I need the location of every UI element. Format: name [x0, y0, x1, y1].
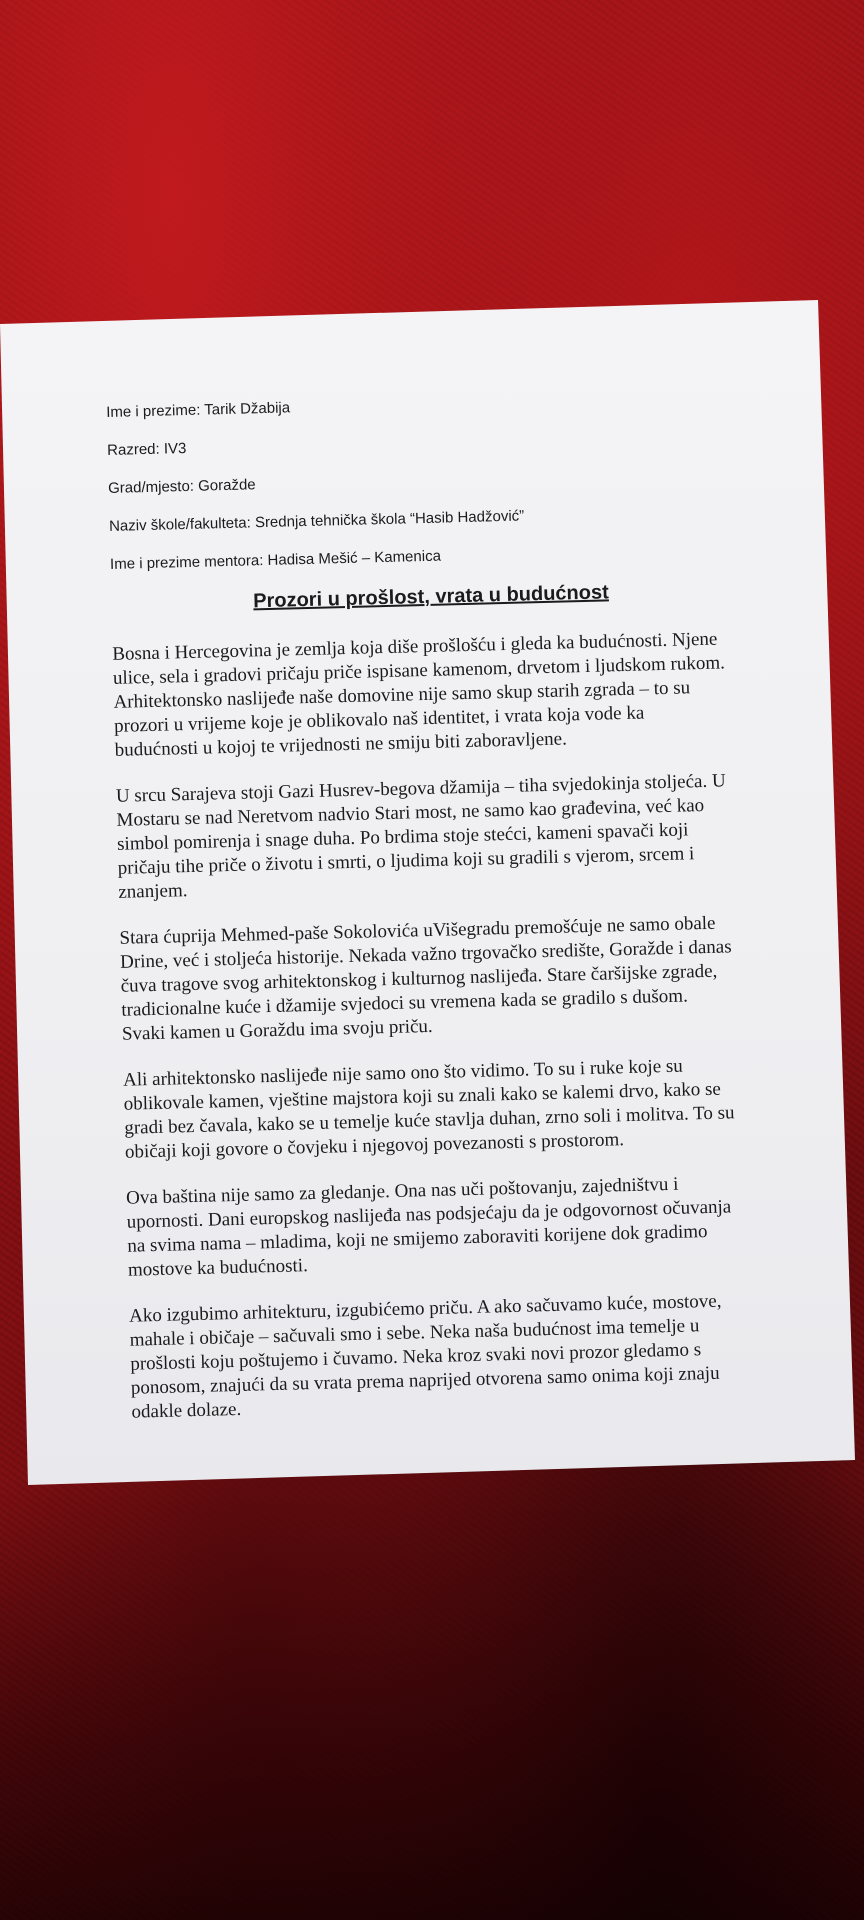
school-name: Naziv škole/fakulteta: Srednja tehnička škola “Hasib Hadžović” — [108, 507, 525, 535]
city: Grad/mjesto: Goražde — [107, 476, 256, 497]
carpet-shadow — [0, 1480, 864, 1920]
paragraph: Ova baština nije samo za gledanje. Ona nas uči poštovanju, zajedništvu i upornosti. Dani europskog naslijeđa nas podsjećaju da je odgovornost očuvanja na svima nama – mladima, koji ne smijemo zaboraviti korijene dok gradimo mostove ka budućnosti. — [125, 1173, 732, 1281]
document-content — [106, 388, 772, 1447]
student-name: Ime i prezime: Tarik Džabija — [106, 399, 291, 421]
class-grade: Razred: IV3 — [106, 439, 187, 459]
paragraph: Stara ćuprija Mehmed-paše Sokolovića uVišegradu premošćuje ne samo obale Drine, već i stoljeća historije. Nekada važno trgovačko središte, Goražde i danas čuva tragove svog arhitektonskog i kulturnog naslijeđa. Stare čaršijske zgrade, tradicionalne kuće i džamije svjedoci su vremena kada se gradilo s dušom. Svaki kamen u Goraždu ima svoju priču. — [119, 912, 732, 1045]
paragraph: Ali arhitektonsko naslijeđe nije samo ono što vidimo. To su i ruke koje su oblikovale kamen, vještine majstora koji su znali kako se kalemi drvo, kako se gradi bez čavala, kako se u temelje kuće stavlja duhan, zrno soli i molitva. To su običaji koji govore o čovjeku i njegovoj povezanosti s prostorom. — [122, 1055, 735, 1163]
paragraph: Bosna i Hercegovina je zemlja koja diše prošlošću i gleda ka budućnosti. Njene ulice, sela i gradovi pričaju priče ispisane kamenom, drvetom i ljudskom rukom. Arhitektonsko naslijeđe naše domovine nije samo skup starih zgrada – to su prozori u vrijeme koje je oblikovalo naš identitet, i vrata koja vode ka budućnosti u kojoj te vrijednosti ne smiju biti zaboravljene. — [112, 628, 726, 761]
paragraph: U srcu Sarajeva stoji Gazi Husrev-begova džamija – tiha svjedokinja stoljeća. U Mostaru se nad Neretvom nadvio Stari most, ne samo kao građevina, već kao simbol pomirenja i snage duha. Po brdima stoje stećci, kameni spavači koji pričaju tihe priče o životu i smrti, o ljudima koji su gradili s vjerom, srcem i znanjem. — [115, 770, 726, 903]
mentor-name: Ime i prezime mentora: Hadisa Mešić – Kamenica — [109, 547, 442, 573]
essay-title: Prozori u prošlost, vrata u budućnost — [252, 581, 610, 613]
paragraph: Ako izgubimo arhitekturu, izgubićemo priču. A ako sačuvamo kuće, mostove, mahale i običaje – sačuvali smo i sebe. Neka naša budućnost ima temelje u prošlosti koju poštujemo i čuvamo. Neka kroz svaki novi prozor gledamo s ponosom, znajući da su vrata prema naprijed otvorena samo onima koji znaju odakle dolaze. — [128, 1290, 722, 1423]
